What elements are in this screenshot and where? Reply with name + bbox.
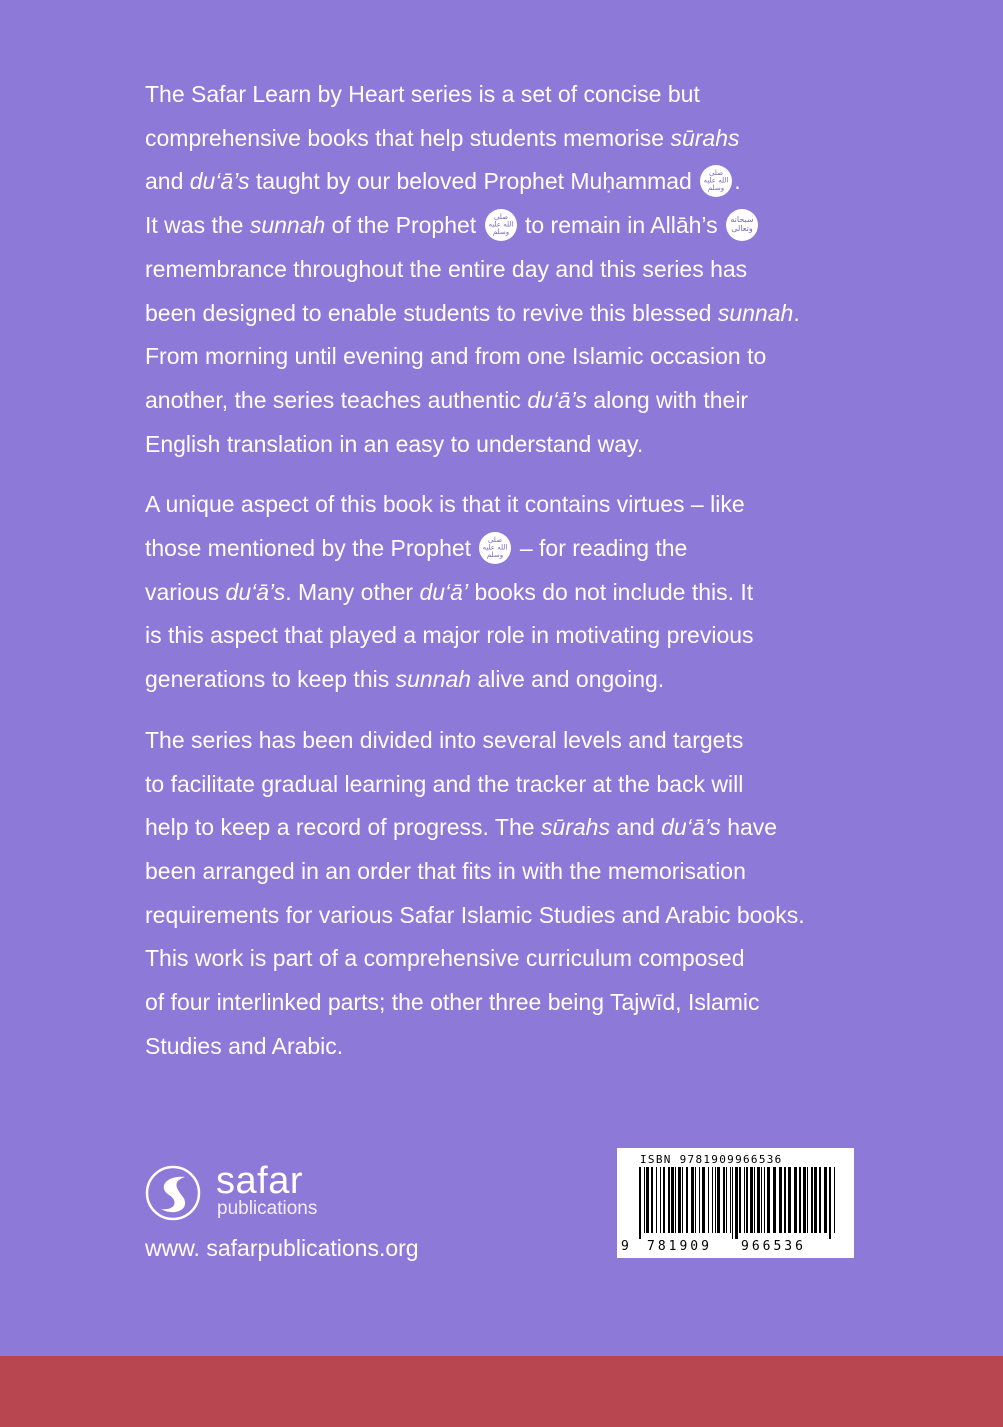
text-line — [145, 894, 865, 938]
honorific-text: صلى — [493, 213, 508, 222]
footer-band — [0, 1356, 1003, 1427]
italic-term: sunnah — [717, 299, 794, 326]
text-run: to facilitate gradual learning and the tracker at the back will — [145, 770, 744, 797]
barcode-bar — [639, 1167, 641, 1239]
blurb-text — [145, 73, 865, 1085]
honorific-text: صلى — [709, 169, 724, 178]
barcode-bar — [824, 1167, 827, 1233]
text-run: This work is part of a comprehensive curriculum composed — [145, 945, 745, 972]
barcode-bar — [750, 1167, 753, 1233]
subhanahu-honorific-icon — [726, 209, 758, 241]
text-line — [145, 379, 865, 423]
text-line — [145, 571, 865, 615]
barcode-bar — [699, 1167, 700, 1233]
website-link[interactable]: www. safarpublications.org — [145, 1235, 419, 1261]
isbn-label: ISBN 9781909966536 — [640, 1153, 783, 1166]
barcode-bar — [686, 1167, 688, 1233]
barcode-bar — [764, 1167, 765, 1233]
text-run: and — [609, 814, 662, 841]
honorific-text: وسلم — [487, 551, 504, 560]
barcode-bar — [794, 1167, 797, 1233]
text-run: of four interlinked parts; the other three being Tajwīd, Islamic — [145, 989, 760, 1016]
text-run: been designed to enable students to revive this blessed — [145, 299, 718, 326]
honorific-text: وسلم — [708, 184, 725, 193]
text-line — [145, 160, 865, 204]
text-line — [145, 937, 865, 981]
text-run: A unique aspect of this book is that it contains virtues – like — [145, 491, 745, 518]
barcode-bar — [702, 1167, 705, 1233]
barcode-bar — [682, 1167, 683, 1233]
barcode-bar — [807, 1167, 808, 1233]
barcode-bar — [773, 1167, 776, 1233]
barcode-bar — [746, 1167, 748, 1233]
text-run: . Many other — [285, 578, 420, 605]
text-run: taught by our beloved Prophet Muḥammad — [249, 168, 699, 195]
paragraph — [145, 719, 865, 1069]
text-run: help to keep a record of progress. The — [145, 814, 541, 841]
text-line — [145, 335, 865, 379]
barcode-bar — [668, 1167, 670, 1233]
barcode-bar — [656, 1167, 657, 1233]
text-run: . — [734, 168, 741, 195]
barcode-bar — [715, 1167, 716, 1233]
text-run: The Safar Learn by Heart series is a set of concise but — [145, 81, 700, 107]
text-line — [145, 204, 865, 248]
barcode-bar — [814, 1167, 817, 1233]
barcode-bar — [644, 1167, 645, 1233]
logo-subtitle: publications — [217, 1198, 318, 1219]
text-line — [145, 73, 865, 117]
italic-term: sūrahs — [670, 124, 740, 151]
barcode-bar — [757, 1167, 760, 1233]
text-run: . — [793, 299, 800, 326]
barcode-bar — [754, 1167, 755, 1233]
text-run: Studies and Arabic. — [145, 1032, 344, 1059]
barcode-bar — [803, 1167, 806, 1233]
barcode-bar — [829, 1167, 831, 1239]
text-run: and — [145, 168, 190, 195]
text-run: requirements for various Safar Islamic Studies and Arabic books. — [145, 901, 805, 928]
text-run: From morning until evening and from one Islamic occasion to — [145, 343, 767, 370]
isbn-digit-group-right: 966536 — [741, 1239, 806, 1254]
text-line — [145, 117, 865, 161]
text-run: books do not include this. It — [468, 578, 754, 605]
barcode-bar — [819, 1167, 821, 1233]
barcode-bar — [660, 1167, 661, 1233]
text-run: alive and ongoing. — [471, 666, 665, 693]
barcode-bar — [663, 1167, 665, 1233]
text-line — [145, 763, 865, 807]
italic-term: du‘ā’s — [225, 578, 286, 605]
text-line — [145, 527, 865, 571]
text-run: It was the — [145, 212, 250, 239]
text-run: is this aspect that played a major role in motivating previous — [145, 622, 754, 649]
barcode-bar — [735, 1167, 738, 1239]
isbn-digit-prefix: 9 — [621, 1239, 629, 1254]
honorific-text: وتعالى — [731, 224, 753, 234]
text-line — [145, 806, 865, 850]
text-line — [145, 248, 865, 292]
text-line — [145, 292, 865, 336]
text-run: generations to keep this — [145, 666, 396, 693]
italic-term: du‘ā’s — [661, 814, 721, 841]
barcode-bar — [767, 1167, 770, 1233]
barcode-bar — [730, 1167, 731, 1233]
text-line — [145, 1025, 865, 1069]
text-run: English translation in an easy to understand way. — [145, 430, 644, 457]
honorific-text: الله عليه — [488, 220, 513, 229]
isbn-digit-group-left: 781909 — [647, 1239, 712, 1254]
italic-term: du‘ā’s — [527, 386, 587, 413]
barcode-bar — [726, 1167, 727, 1233]
text-line — [145, 614, 865, 658]
text-run: various — [145, 578, 226, 605]
text-run: along with their — [587, 386, 749, 413]
text-line — [145, 423, 865, 467]
text-line — [145, 483, 865, 527]
safar-logo-icon — [145, 1165, 201, 1221]
text-run: The series has been divided into several levels and targets — [145, 726, 744, 753]
paragraph — [145, 483, 865, 702]
barcode-bar — [691, 1167, 694, 1233]
paragraph — [145, 73, 865, 466]
italic-term: du‘ā’s — [189, 168, 250, 195]
salawat-honorific-icon — [700, 165, 732, 197]
barcode-bar — [811, 1167, 813, 1233]
text-run: remembrance throughout the entire day and this series has — [145, 255, 748, 282]
barcode-bar — [779, 1167, 782, 1233]
honorific-text: سبحانه — [730, 215, 754, 225]
text-run: have — [720, 814, 778, 841]
italic-term: sunnah — [249, 212, 326, 239]
barcode-bar — [788, 1167, 791, 1233]
publisher-logo — [145, 1160, 355, 1225]
barcode-bar — [712, 1167, 713, 1233]
barcode-bar — [784, 1167, 786, 1233]
barcode-bar — [739, 1167, 741, 1233]
text-run: comprehensive books that help students memorise — [145, 124, 671, 151]
barcode-bar — [646, 1167, 649, 1233]
barcode-bar — [708, 1167, 709, 1233]
text-line — [145, 719, 865, 763]
italic-term: sunnah — [395, 666, 472, 693]
barcode-bars — [631, 1167, 841, 1239]
honorific-text: الله عليه — [703, 176, 729, 185]
text-line — [145, 981, 865, 1025]
salawat-honorific-icon — [479, 532, 511, 564]
barcode-bar — [675, 1167, 676, 1233]
barcode-bar — [678, 1167, 681, 1233]
barcode-bar — [834, 1167, 835, 1233]
honorific-text: صلى — [488, 536, 503, 545]
text-run: another, the series teaches authentic — [145, 386, 528, 413]
text-run: those mentioned by the Prophet — [145, 535, 478, 562]
text-line — [145, 850, 865, 894]
barcode-bar — [723, 1167, 725, 1233]
honorific-text: الله عليه — [483, 543, 508, 552]
barcode-bar — [695, 1167, 696, 1233]
barcode-bar — [732, 1167, 733, 1239]
barcode-bar — [717, 1167, 720, 1233]
logo-name: safar — [216, 1160, 303, 1202]
barcode-bar — [799, 1167, 801, 1233]
text-run: of the Prophet — [325, 212, 483, 239]
text-line — [145, 658, 865, 702]
italic-term: du‘ā’ — [419, 578, 469, 605]
barcode-bar — [651, 1167, 653, 1233]
text-run: been arranged in an order that fits in with the memorisation — [145, 857, 746, 884]
text-run: to remain in Allāh’s — [518, 212, 724, 239]
barcode-bar — [671, 1167, 674, 1233]
italic-term: sūrahs — [540, 814, 610, 841]
isbn-barcode — [617, 1148, 854, 1258]
text-run: – for reading the — [513, 535, 688, 562]
salawat-honorific-icon — [485, 209, 517, 241]
barcode-bar — [761, 1167, 762, 1233]
honorific-text: وسلم — [492, 228, 509, 237]
barcode-bar — [744, 1167, 745, 1233]
